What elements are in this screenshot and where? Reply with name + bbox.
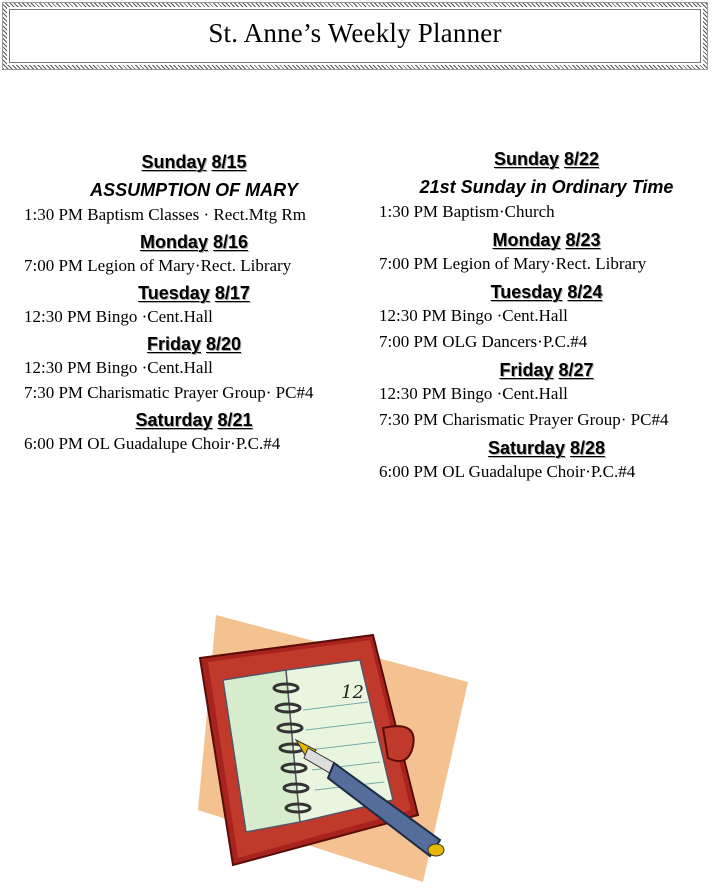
event-item: 7:00 PM Legion of Mary·Rect. Library <box>24 256 292 275</box>
event-item: 6:00 PM OL Guadalupe Choir·P.C.#4 <box>24 434 281 453</box>
day-date: 8/20 <box>206 334 242 354</box>
day-heading-tuesday <box>24 281 364 306</box>
event-item: 7:30 PM Charismatic Prayer Group· PC#4 <box>379 410 669 429</box>
title-box <box>3 3 707 69</box>
week-2-column <box>379 147 714 488</box>
day-name: Friday <box>499 360 554 380</box>
event-item: 12:30 PM Bingo ·Cent.Hall <box>379 384 568 403</box>
day-name: Tuesday <box>490 282 563 302</box>
day-date: 8/28 <box>570 438 606 458</box>
day-name: Monday <box>492 230 561 250</box>
event-item: 7:00 PM OLG Dancers·P.C.#4 <box>379 332 588 351</box>
event-item: 12:30 PM Bingo ·Cent.Hall <box>379 306 568 325</box>
day-date: 8/24 <box>567 282 603 302</box>
event-item: 12:30 PM Bingo ·Cent.Hall <box>24 358 213 377</box>
planner-clipart <box>178 600 488 885</box>
feast-title: ASSUMPTION OF MARY <box>90 180 298 200</box>
event-item: 6:00 PM OL Guadalupe Choir·P.C.#4 <box>379 462 636 481</box>
day-heading-monday <box>24 230 364 255</box>
day-date: 8/22 <box>563 149 600 169</box>
day-name: Sunday <box>493 149 559 169</box>
title-inner <box>9 9 701 63</box>
feast-title: 21st Sunday in Ordinary Time <box>419 177 674 197</box>
day-name: Saturday <box>135 410 213 430</box>
day-heading-monday <box>379 228 714 253</box>
day-name: Tuesday <box>138 283 210 303</box>
page-title: St. Anne’s Weekly Planner <box>208 18 502 48</box>
day-heading-saturday <box>379 436 714 461</box>
day-date: 8/27 <box>558 360 594 380</box>
event-item: 12:30 PM Bingo ·Cent.Hall <box>24 307 213 326</box>
day-heading-friday <box>24 332 364 357</box>
day-heading-friday <box>379 358 714 383</box>
day-date: 8/23 <box>565 230 601 250</box>
event-item: 1:30 PM Baptism Classes · Rect.Mtg Rm <box>24 205 306 224</box>
day-heading-sunday <box>379 147 714 172</box>
day-date: 8/21 <box>217 410 253 430</box>
week-1-column <box>24 150 364 459</box>
day-heading-saturday <box>24 408 364 433</box>
day-heading-tuesday <box>379 280 714 305</box>
day-name: Sunday <box>141 152 207 172</box>
day-date: 8/15 <box>211 152 247 172</box>
page-number: 12 <box>341 682 364 703</box>
event-item: 1:30 PM Baptism·Church <box>379 202 555 221</box>
day-date: 8/17 <box>214 283 250 303</box>
day-date: 8/16 <box>212 232 249 252</box>
event-item: 7:00 PM Legion of Mary·Rect. Library <box>379 254 647 273</box>
event-item: 7:30 PM Charismatic Prayer Group· PC#4 <box>24 383 314 402</box>
day-name: Saturday <box>487 438 565 458</box>
day-name: Monday <box>139 232 208 252</box>
day-name: Friday <box>146 334 201 354</box>
planner-clasp <box>383 726 414 761</box>
day-heading-sunday <box>24 150 364 175</box>
